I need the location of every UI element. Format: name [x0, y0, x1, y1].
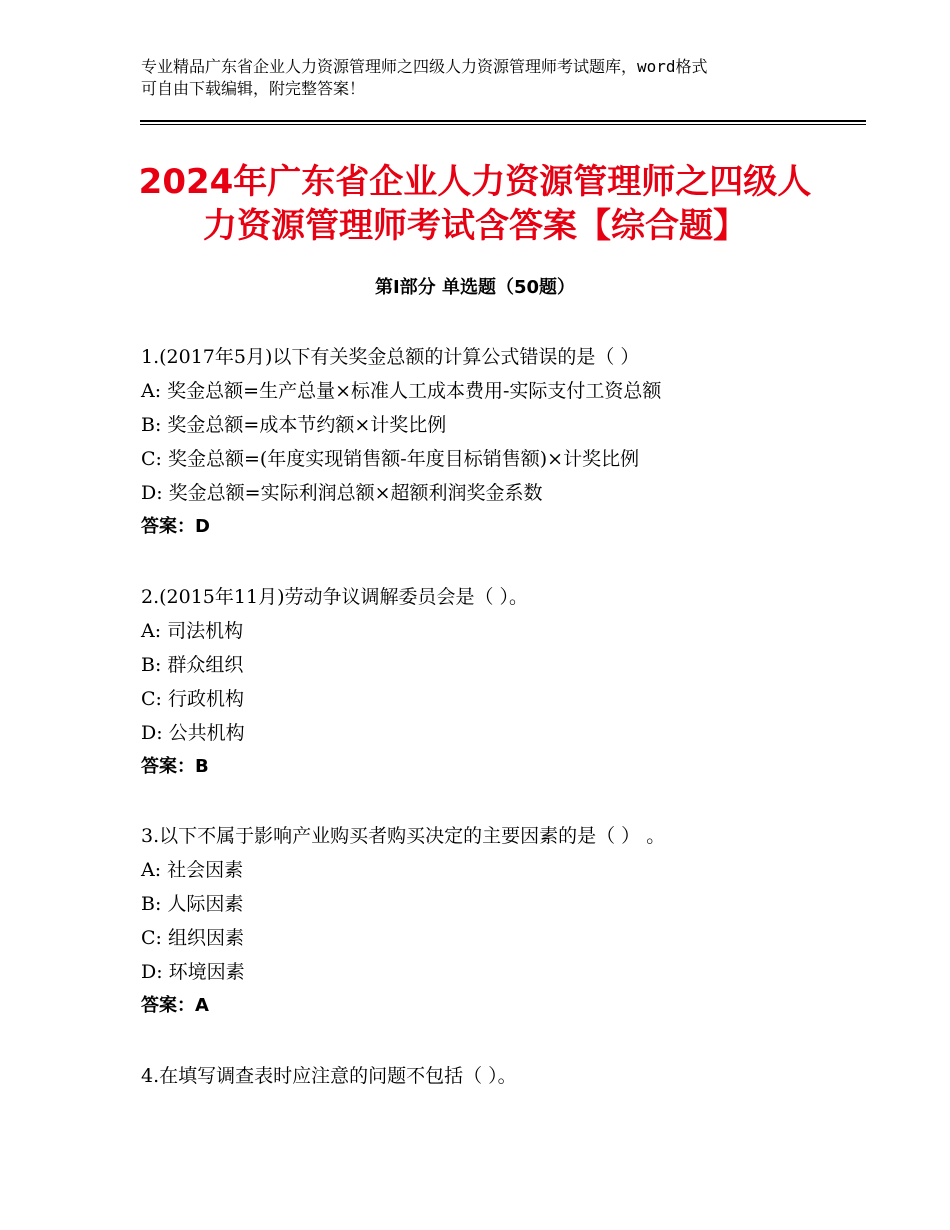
option-d: D: 奖金总额=实际利润总额×超额利润奖金系数	[141, 482, 543, 504]
header-note-line-2: 可自由下载编辑，附完整答案！	[141, 79, 366, 98]
option-a: A: 司法机构	[141, 620, 244, 642]
question-2	[141, 580, 881, 784]
question-stem: 1.(2017年5月)以下有关奖金总额的计算公式错误的是（ ）	[141, 346, 640, 368]
option-a: A: 社会因素	[141, 859, 244, 881]
option-b: B: 奖金总额=成本节约额×计奖比例	[141, 414, 447, 436]
document-title	[100, 160, 850, 248]
section-title: 第Ⅰ部分 单选题（50题）	[374, 277, 575, 298]
answer: 答案：B	[141, 756, 209, 777]
title-line-2: 力资源管理师考试含答案【综合题】	[203, 206, 747, 246]
option-c: C: 组织因素	[141, 927, 244, 949]
question-4	[141, 1059, 881, 1093]
option-a: A: 奖金总额=生产总量×标准人工成本费用-实际支付工资总额	[141, 380, 662, 402]
question-stem: 4.在填写调查表时应注意的问题不包括（ ）。	[141, 1065, 517, 1087]
header-note-line-1: 专业精品广东省企业人力资源管理师之四级人力资源管理师考试题库，word格式	[141, 57, 708, 76]
header-rule-thick	[140, 120, 866, 122]
option-b: B: 人际因素	[141, 893, 244, 915]
option-c: C: 奖金总额=(年度实现销售额-年度目标销售额)×计奖比例	[141, 448, 640, 470]
option-d: D: 公共机构	[141, 722, 245, 744]
option-b: B: 群众组织	[141, 654, 244, 676]
question-stem: 3.以下不属于影响产业购买者购买决定的主要因素的是（ ） 。	[141, 825, 666, 847]
title-line-1: 2024年广东省企业人力资源管理师之四级人	[138, 162, 812, 202]
answer: 答案：D	[141, 516, 210, 537]
header-rule-thin	[140, 124, 866, 125]
answer: 答案：A	[141, 995, 209, 1016]
question-stem: 2.(2015年11月)劳动争议调解委员会是（ ）。	[141, 586, 529, 608]
option-c: C: 行政机构	[141, 688, 244, 710]
option-d: D: 环境因素	[141, 961, 245, 983]
header-note	[141, 56, 821, 100]
question-1	[141, 340, 881, 544]
question-3	[141, 819, 881, 1023]
